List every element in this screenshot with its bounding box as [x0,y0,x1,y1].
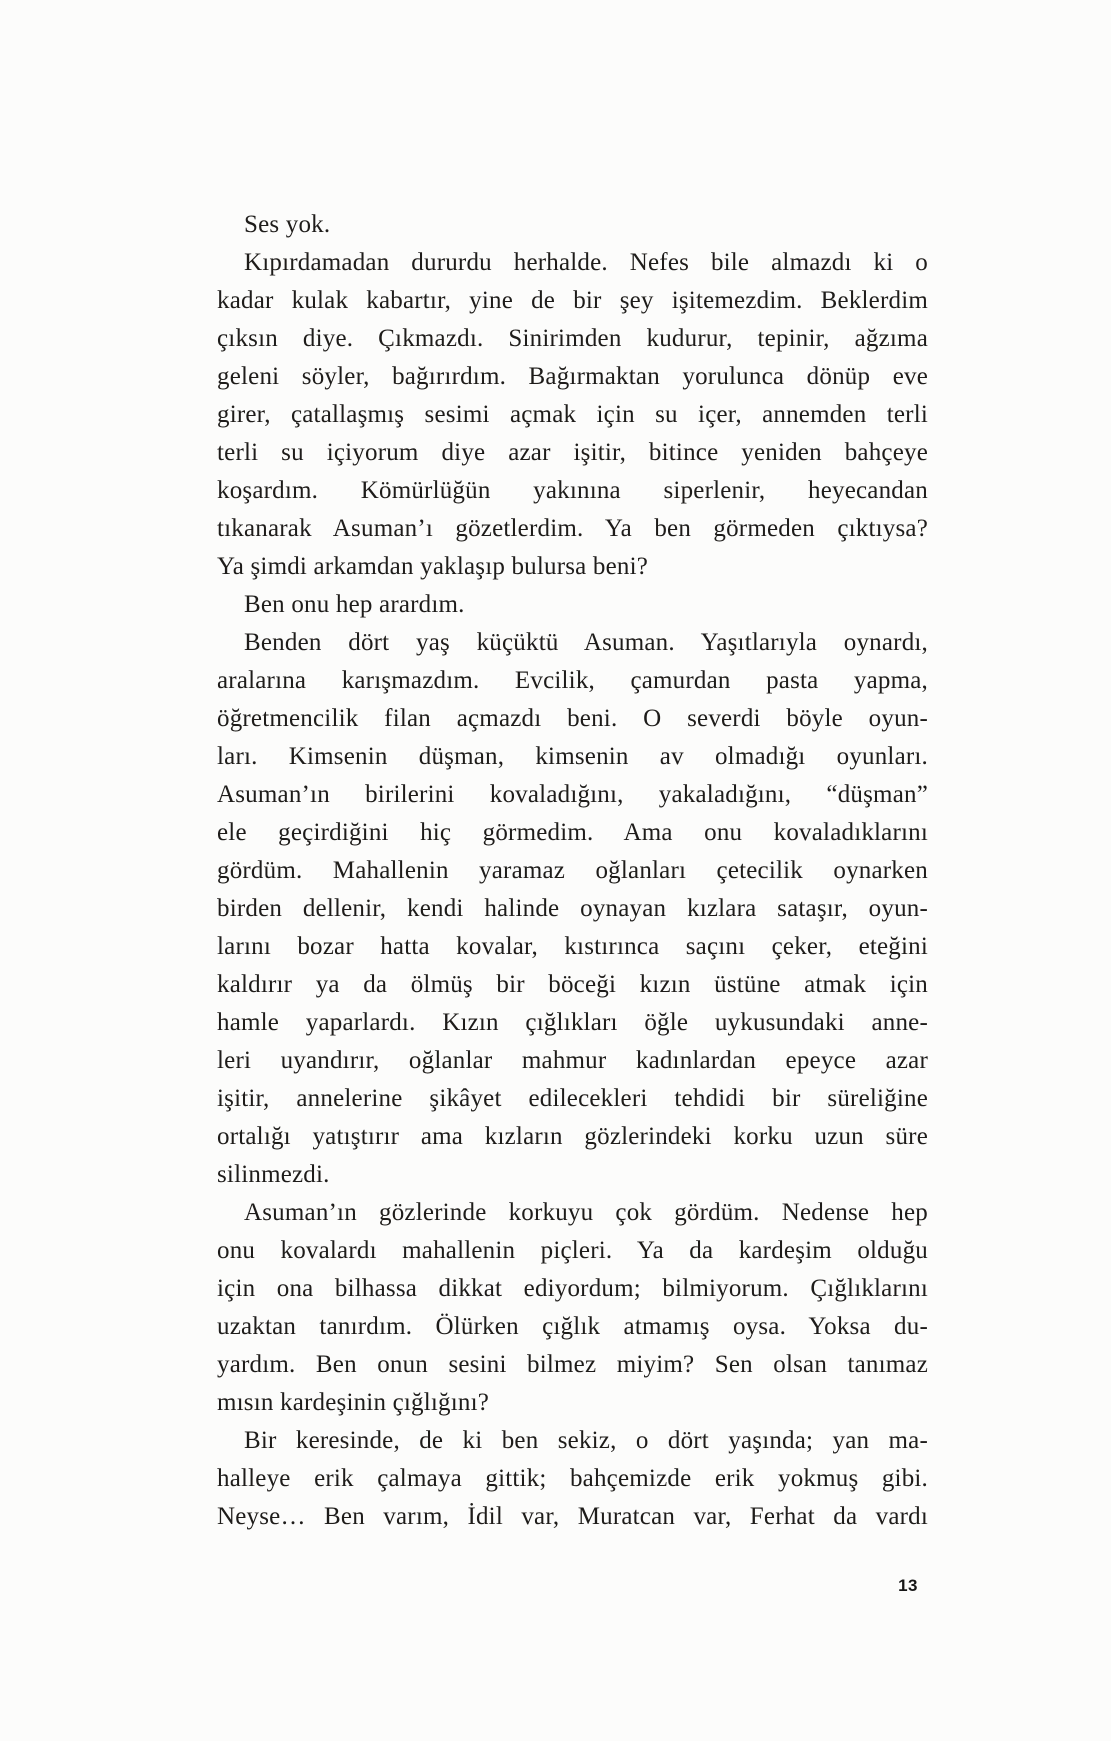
text-line: leri uyandırır, oğlanlar mahmur kadınlardan epeyce azar [217,1047,928,1074]
text-line: larını bozar hatta kovalar, kıstırınca saçını çeker, eteğini [217,933,928,960]
paragraph [217,244,928,586]
paragraph [217,1194,928,1422]
body-text [217,206,928,1536]
text-line: Bir keresinde, de ki ben sekiz, o dört yaşında; yan ma- [244,1427,928,1454]
text-line: Ses yok. [244,211,331,238]
page-number: 13 [898,1576,918,1595]
paragraph [217,206,928,244]
paragraph [217,1422,928,1536]
text-line: ortalığı yatıştırır ama kızların gözlerindeki korku uzun süre [217,1123,928,1150]
text-line: silinmezdi. [217,1161,330,1188]
text-line: Kıpırdamadan dururdu herhalde. Nefes bile almazdı ki o [244,249,928,276]
text-line: halleye erik çalmaya gittik; bahçemizde erik yokmuş gibi. [217,1465,928,1492]
text-line: Benden dört yaş küçüktü Asuman. Yaşıtlarıyla oynardı, [244,629,928,656]
text-line: Ben onu hep arardım. [244,591,465,618]
text-line: mısın kardeşinin çığlığını? [217,1389,490,1416]
text-line: ele geçirdiğini hiç görmedim. Ama onu kovaladıklarını [217,819,928,846]
text-line: kaldırır ya da ölmüş bir böceği kızın üstüne atmak için [217,971,928,998]
text-line: kadar kulak kabartır, yine de bir şey işitemezdim. Beklerdim [217,287,928,314]
text-line: girer, çatallaşmış sesimi açmak için su içer, annemden terli [217,401,928,428]
text-line: gördüm. Mahallenin yaramaz oğlanları çetecilik oynarken [217,857,928,884]
text-line: hamle yaparlardı. Kızın çığlıkları öğle uykusundaki anne- [217,1009,928,1036]
paragraph [217,624,928,1194]
text-line: uzaktan tanırdım. Ölürken çığlık atmamış oysa. Yoksa du- [217,1313,928,1340]
paragraph [217,586,928,624]
text-line: tıkanarak Asuman’ı gözetlerdim. Ya ben görmeden çıktıysa? [217,515,928,542]
text-line: onu kovalardı mahallenin piçleri. Ya da kardeşim olduğu [217,1237,928,1264]
text-line: Asuman’ın gözlerinde korkuyu çok gördüm. Nedense hep [244,1199,928,1226]
text-line: terli su içiyorum diye azar işitir, bitince yeniden bahçeye [217,439,928,466]
text-line: yardım. Ben onun sesini bilmez miyim? Sen olsan tanımaz [217,1351,928,1378]
text-line: çıksın diye. Çıkmazdı. Sinirimden kudurur, tepinir, ağzıma [217,325,928,352]
text-line: ları. Kimsenin düşman, kimsenin av olmadığı oyunları. [217,743,928,770]
text-line: işitir, annelerine şikâyet edilecekleri tehdidi bir süreliğine [217,1085,928,1112]
text-line: Ya şimdi arkamdan yaklaşıp bulursa beni? [217,553,649,580]
text-line: birden dellenir, kendi halinde oynayan kızlara sataşır, oyun- [217,895,928,922]
text-line: için ona bilhassa dikkat ediyordum; bilmiyorum. Çığlıklarını [217,1275,928,1302]
text-line: öğretmencilik filan açmazdı beni. O severdi böyle oyun- [217,705,928,732]
text-line: Neyse… Ben varım, İdil var, Muratcan var, Ferhat da vardı [217,1503,928,1530]
text-line: geleni söyler, bağırırdım. Bağırmaktan yorulunca dönüp eve [217,363,928,390]
text-line: aralarına karışmazdım. Evcilik, çamurdan pasta yapma, [217,667,928,694]
text-line: koşardım. Kömürlüğün yakınına siperlenir, heyecandan [217,477,928,504]
text-line: Asuman’ın birilerini kovaladığını, yakaladığını, “düşman” [217,781,928,808]
